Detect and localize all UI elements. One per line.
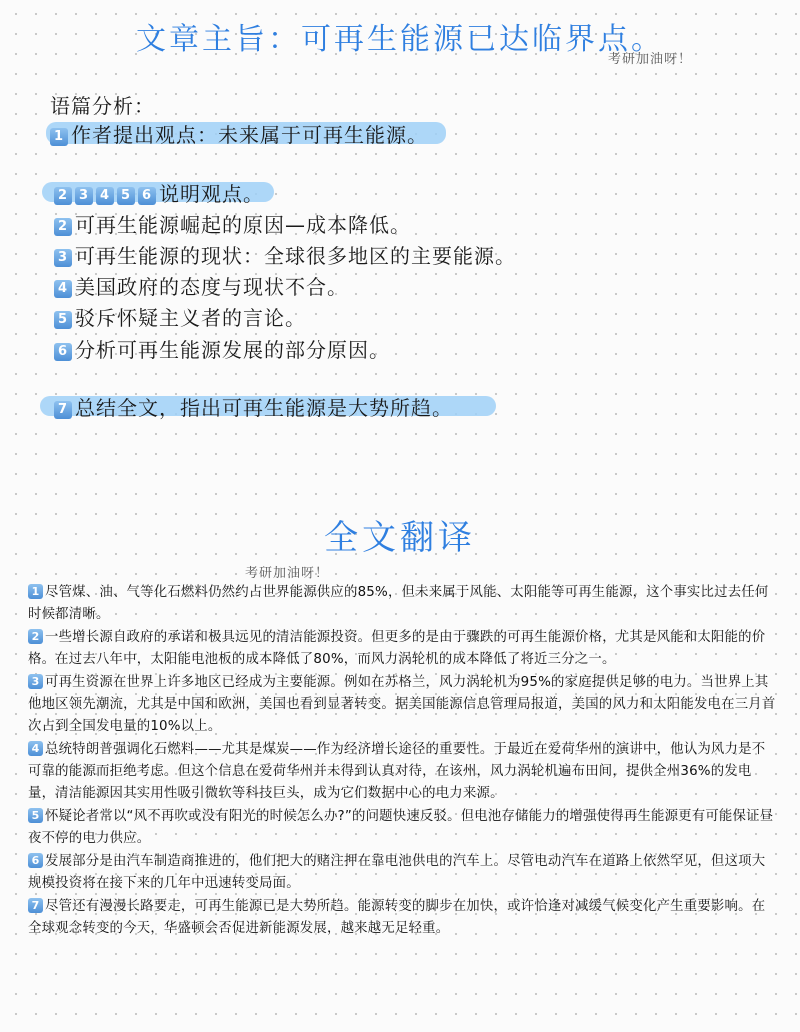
analysis-item-text: 分析可再生能源发展的部分原因。 [75, 338, 390, 362]
paragraph-text: 可再生资源在世界上许多地区已经成为主要能源。例如在苏格兰，风力涡轮机为95%的家庭提供足够的电力。当世界上其他地区领先潮流，尤其是中国和欧洲，美国也看到显著转变。据美国能源信息管理局报道，美国的风力和太阳能发电在三月首次占到全国发电量的10%以上。 [28, 675, 776, 734]
translation-paragraph [28, 739, 776, 805]
section-title: 全文翻译 [324, 518, 476, 558]
number-badge: 5 [117, 187, 135, 205]
number-badge: 2 [28, 629, 43, 644]
analysis-label: 语篇分析： [50, 94, 155, 118]
analysis-item-text: 可再生能源的现状：全球很多地区的主要能源。 [75, 244, 516, 268]
number-badge: 1 [50, 128, 68, 146]
analysis-item-text: 说明观点。 [159, 182, 264, 206]
number-badge: 7 [28, 898, 43, 913]
number-badge: 6 [138, 187, 156, 205]
paragraph-text: 怀疑论者常以“风不再吹或没有阳光的时候怎么办?”的问题快速反驳。但电池存储能力的增强使得再生能源更有可能保证昼夜不停的电力供应。 [28, 809, 774, 846]
analysis-item-2 [54, 209, 411, 238]
translation-paragraph [28, 851, 776, 895]
analysis-item-5 [54, 302, 306, 331]
page-title: 文章主旨：可再生能源已达临界点。 [136, 22, 664, 57]
translation-paragraph [28, 582, 776, 626]
paragraph-text: 发展部分是由汽车制造商推进的，他们把大的赌注押在靠电池供电的汽车上。尽管电动汽车在道路上依然罕见，但这项大规模投资将在接下来的几年中迅速转变局面。 [28, 854, 766, 891]
paragraph-text: 总统特朗普强调化石燃料——尤其是煤炭——作为经济增长途径的重要性。于最近在爱荷华州的演讲中，他认为风力是不可靠的能源而拒绝考虑。但这个信息在爱荷华州并未得到认真对待，在该州，风力涡轮机遍布田间，提供全州36%的发电量，清洁能源因其实用性吸引微软等科技巨头，成为它们数据中心的电力来源。 [28, 742, 766, 801]
number-badge: 3 [75, 187, 93, 205]
analysis-item-text: 作者提出观点：未来属于可再生能源。 [71, 123, 428, 147]
number-badge: 4 [28, 741, 43, 756]
number-badge: 1 [28, 584, 43, 599]
number-badge: 3 [28, 674, 43, 689]
translation-body [28, 582, 776, 941]
analysis-item-1 [50, 119, 428, 148]
watermark: 考研加油呀！ [245, 566, 330, 581]
number-badge: 5 [54, 311, 72, 329]
number-badge: 4 [96, 187, 114, 205]
number-badge: 2 [54, 218, 72, 236]
number-badge: 5 [28, 808, 43, 823]
translation-paragraph [28, 806, 776, 850]
paragraph-text: 尽管煤、油、气等化石燃料仍然约占世界能源供应的85%，但未来属于风能、太阳能等可再生能源，这个事实比过去任何时候都清晰。 [28, 585, 769, 622]
analysis-item-2-6 [54, 178, 264, 207]
number-badge: 7 [54, 401, 72, 419]
analysis-item-text: 驳斥怀疑主义者的言论。 [75, 306, 306, 330]
number-badge: 3 [54, 249, 72, 267]
watermark: 考研加油呀！ [608, 52, 693, 67]
analysis-item-6 [54, 334, 390, 363]
number-badge: 6 [54, 343, 72, 361]
analysis-item-4 [54, 271, 348, 300]
translation-paragraph [28, 896, 776, 940]
paragraph-text: 尽管还有漫漫长路要走，可再生能源已是大势所趋。能源转变的脚步在加快，或许恰逢对减缓气候变化产生重要影响。在全球观念转变的今天，华盛顿会否促进新能源发展，越来越无足轻重。 [28, 899, 766, 936]
analysis-item-text: 总结全文，指出可再生能源是大势所趋。 [75, 396, 453, 420]
analysis-item-3 [54, 240, 516, 269]
translation-paragraph [28, 627, 776, 671]
analysis-item-text: 可再生能源崛起的原因—成本降低。 [75, 213, 411, 237]
analysis-item-text: 美国政府的态度与现状不合。 [75, 275, 348, 299]
paragraph-text: 一些增长源自政府的承诺和极具远见的清洁能源投资。但更多的是由于骤跌的可再生能源价格，尤其是风能和太阳能的价格。在过去八年中，太阳能电池板的成本降低了80%，而风力涡轮机的成本降低了将近三分之一。 [28, 630, 766, 667]
number-badge: 6 [28, 853, 43, 868]
analysis-item-7 [54, 392, 453, 421]
number-badge: 4 [54, 280, 72, 298]
translation-paragraph [28, 672, 776, 738]
number-badge: 2 [54, 187, 72, 205]
